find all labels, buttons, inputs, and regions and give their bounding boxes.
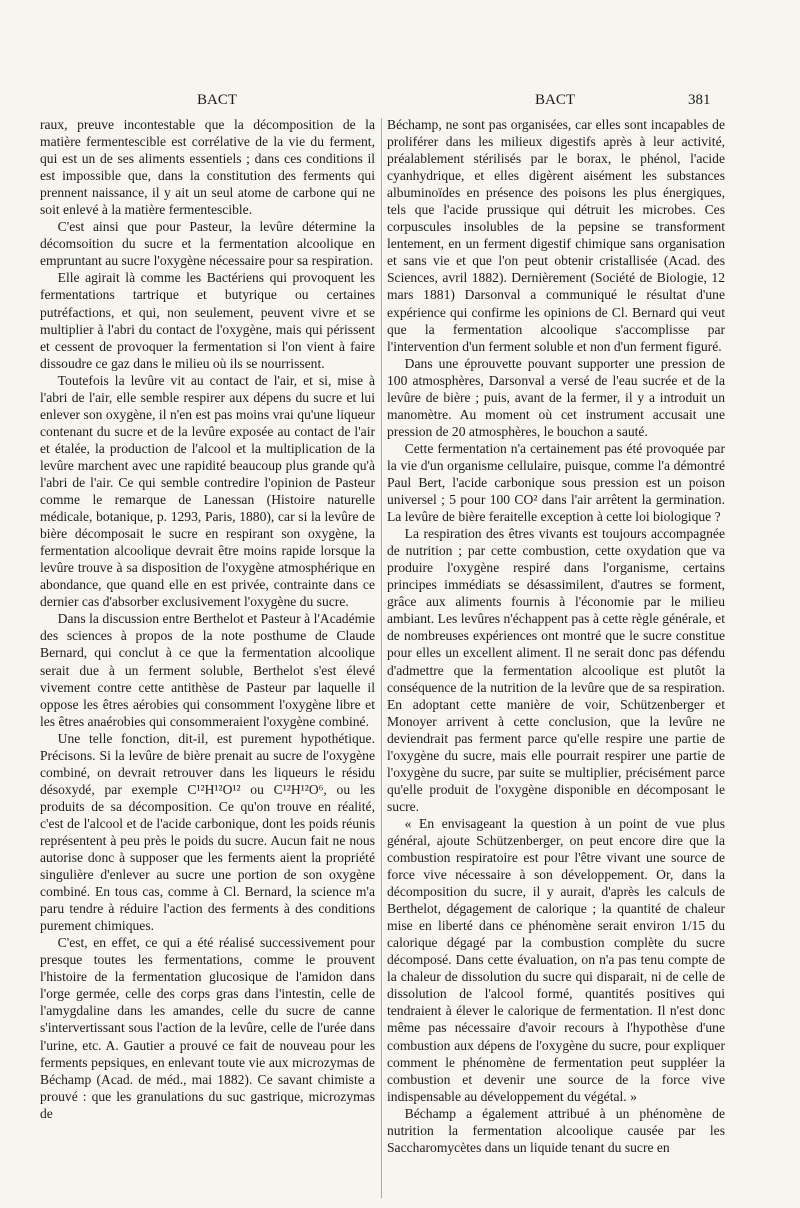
paragraph: Dans une éprouvette pouvant supporter une pression de 100 atmosphères, Darsonval a versé de l'eau sucrée et de la levûre de bière ; puis, avant de la fermer, il y a introduit un manomètre. Au moment où cet instrument accusait une pression de 20 atmosphères, le bouchon a sauté. <box>387 355 725 439</box>
right-running-head: BACT <box>535 92 576 108</box>
paragraph: Cette fermentation n'a certainement pas été provoquée par la vie d'un organisme cellulaire, puisque, comme l'a démontré Paul Bert, l'acide carbonique sous pression est un poison universel ; 5 pour 100 CO² dans l'air arrêtent la germination. La levûre de bière feraitelle exception à cette loi biologique ? <box>387 440 725 525</box>
paragraph: C'est, en effet, ce qui a été réalisé successivement pour presque toutes les fermentations, comme le prouvent l'histoire de la fermentation glucosique de l'amidon dans l'orge germée, celle des corps gras dans l'intestin, celle de l'amygdaline dans les amandes, celle du sucre de canne s'intervertissant sous l'action de la levûre, celle de l'urée dans l'urine, etc. A. Gautier a prouvé ce fait de nouveau pour les ferments pepsiques, en enlevant toute vie aux microzymas de Béchamp (Acad. de méd., mai 1882). Ce savant chimiste a prouvé : que les granulations du suc gastrique, microzymas de <box>40 935 375 1121</box>
paragraph: Béchamp, ne sont pas organisées, car elles sont incapables de proliférer dans les milieux digestifs après à leur activité, préalablement stérilisés par le borax, le phénol, l'acide cyanhydrique, et elles digèrent aisément les substances albuminoïdes en présence des poisons les plus énergiques, tels que l'acide prussique qui détruit les microbes. Ces corpuscules insolubles de la pepsine se transforment lentement, en un ferment digestif chimique sans organisation et sans vie et que l'on peut obtenir cristallisée (Acad. des Sciences, avril 1882). Dernièrement (Société de Biologie, 12 mars 1881) Darsonval a communiqué le résultat d'une expérience qui confirme les opinions de Cl. Bernard qui veut que la fermentation alcoolique s'accomplisse par l'intervention d'un ferment soluble et non d'un ferment figuré. <box>387 117 725 354</box>
right-column <box>387 116 725 1196</box>
paragraph: « En envisageant la question à un point de vue plus général, ajoute Schützenberger, on peut encore dire que la combustion respiratoire est pour l'être vivant une source de force vive nécessaire à son développement. Or, dans la décomposition du sucre, il y aurait, d'après les calculs de Berthelot, dégagement de calorique ; la quantité de chaleur mise en liberté dans ce phénomène serait environ 1/15 du calorique dégagé par la combustion complète du sucre décomposé. Dans cette évaluation, on n'a pas tenu compte de la chaleur de dissolution du sucre qui disparait, ni de celle de dissolution de l'alcool formé, quantités positives qui tendraient à élever le calorique de fermentation. Il n'est donc même pas nécessaire d'avoir recours à l'hypothèse d'une combustion aux dépens de l'oxygène du sucre, pour expliquer comment le phénomène de fermentation peut suppléer la combustion et devenir une source de la force vive indispensable au développement du végétal. » <box>387 815 725 1104</box>
paragraph: Dans la discussion entre Berthelot et Pasteur à l'Académie des sciences à propos de la note posthume de Claude Bernard, qui conclut à ce que la fermentation alcoolique serait due à un ferment soluble, Berthelot s'est élevé vivement contre cette antithèse de Pasteur par laquelle il oppose les êtres aérobies qui consomment l'oxygène libre et les êtres anaérobies qui consommeraient l'oxygène combiné. <box>40 611 375 729</box>
paragraph: La respiration des êtres vivants est toujours accompagnée de nutrition ; par cette combustion, cette oxydation que va produire l'oxygène respiré dans l'organisme, certains principes immédiats se désassimilent, d'autres se forment, grâce aux aliments fournis à l'économie par le milieu ambiant. Les levûres n'échappent pas à cette règle générale, et de nombreuses expériences ont montré que le sucre constitue pour elles un excellent aliment. Il ne serait donc pas défendu d'admettre que la fermentation alcoolique est plutôt la conséquence de la nutrition de la levûre que de sa respiration. En adoptant cette manière de voir, Schützenberger et Monoyer arrivent à cette conclusion, que la levûre ne deviendrait pas ferment parce qu'elle respire une partie de l'oxygène du sucre, mais elle pourrait respirer une partie de l'oxygène du sucre, par suite se multiplier, précisément parce qu'elle produit de l'oxygène disponible en décomposant le sucre. <box>387 526 725 814</box>
column-divider <box>381 118 382 1198</box>
paragraph: Elle agirait là comme les Bactériens qui provoquent les fermentations tartrique et butyrique ou certaines putréfactions, et qui, non seulement, peuvent vivre et se multiplier à l'abri du contact de l'oxygène, mais qui périssent et cessent de provoquer la fermentation si l'on vient à faire dissoudre ce gaz dans le milieu où ils se nourrissent. <box>40 270 375 371</box>
paragraph: C'est ainsi que pour Pasteur, la levûre détermine la décomsoition du sucre et la fermentation alcoolique en empruntant au sucre l'oxygène nécessaire pour sa respiration. <box>40 219 375 269</box>
paragraph: Une telle fonction, dit-il, est purement hypothétique. Précisons. Si la levûre de bière prenait au sucre de l'oxygène combiné, on devrait retrouver dans les liqueurs le résidu désoxydé, par exemple C¹²H¹²O¹² ou C¹²H¹²O⁶, ou les produits de sa décomposition. Ce qu'on trouve en réalité, c'est de l'alcool et de l'acide carbonique, dont les poids réunis représentent à peu près le poids du sucre. Aucun fait ne nous autorise donc à supposer que les ferments aient la propriété singulière d'enlever au sucre une portion de son oxygène combiné. En tous cas, comme à Cl. Bernard, la science m'a paru tendre à réduire l'action des ferments à des conditions purement chimiques. <box>40 730 375 934</box>
left-column <box>40 116 375 1196</box>
left-running-head: BACT <box>197 92 238 108</box>
page-number: 381 <box>688 92 711 108</box>
paragraph: raux, preuve incontestable que la décomposition de la matière fermentescible est corrélative de la vie du ferment, qui est un de ses aliments essentiels ; dans ces conditions il est impossible que, dans la constitution des ferments qui prennent naissance, il y ait un seul atome de carbone qui ne soit enlevé à la matière fermentescible. <box>40 117 375 218</box>
running-header <box>0 92 800 112</box>
paragraph: Béchamp a également attribué à un phénomène de nutrition la fermentation alcoolique causée par les Saccharomycètes dans un liquide tenant du sucre en <box>387 1105 725 1155</box>
paragraph: Toutefois la levûre vit au contact de l'air, et si, mise à l'abri de l'air, elle semble respirer aux dépens du sucre et lui enlever son oxygène, il n'en est pas moins vrai qu'une liqueur contenant du sucre et de la levûre exposée au contact de l'air et étalée, la production de l'alcool et la multiplication de la levûre marchent avec une rapidité beaucoup plus grande qu'à l'abri de l'air. Ce qui semble contredire l'opinion de Pasteur comme le remarque de Lanessan (Histoire naturelle médicale, botanique, p. 1293, Paris, 1880), car si la levûre de bière décomposait le sucre en respirant son oxygène, la fermentation alcoolique devrait être moins rapide lorsque la levûre trouve à sa disposition de l'oxygène atmosphérique en abondance, que quand elle en est privée, contrainte dans ce dernier cas d'absorber exclusivement l'oxygène du sucre. <box>40 372 375 610</box>
